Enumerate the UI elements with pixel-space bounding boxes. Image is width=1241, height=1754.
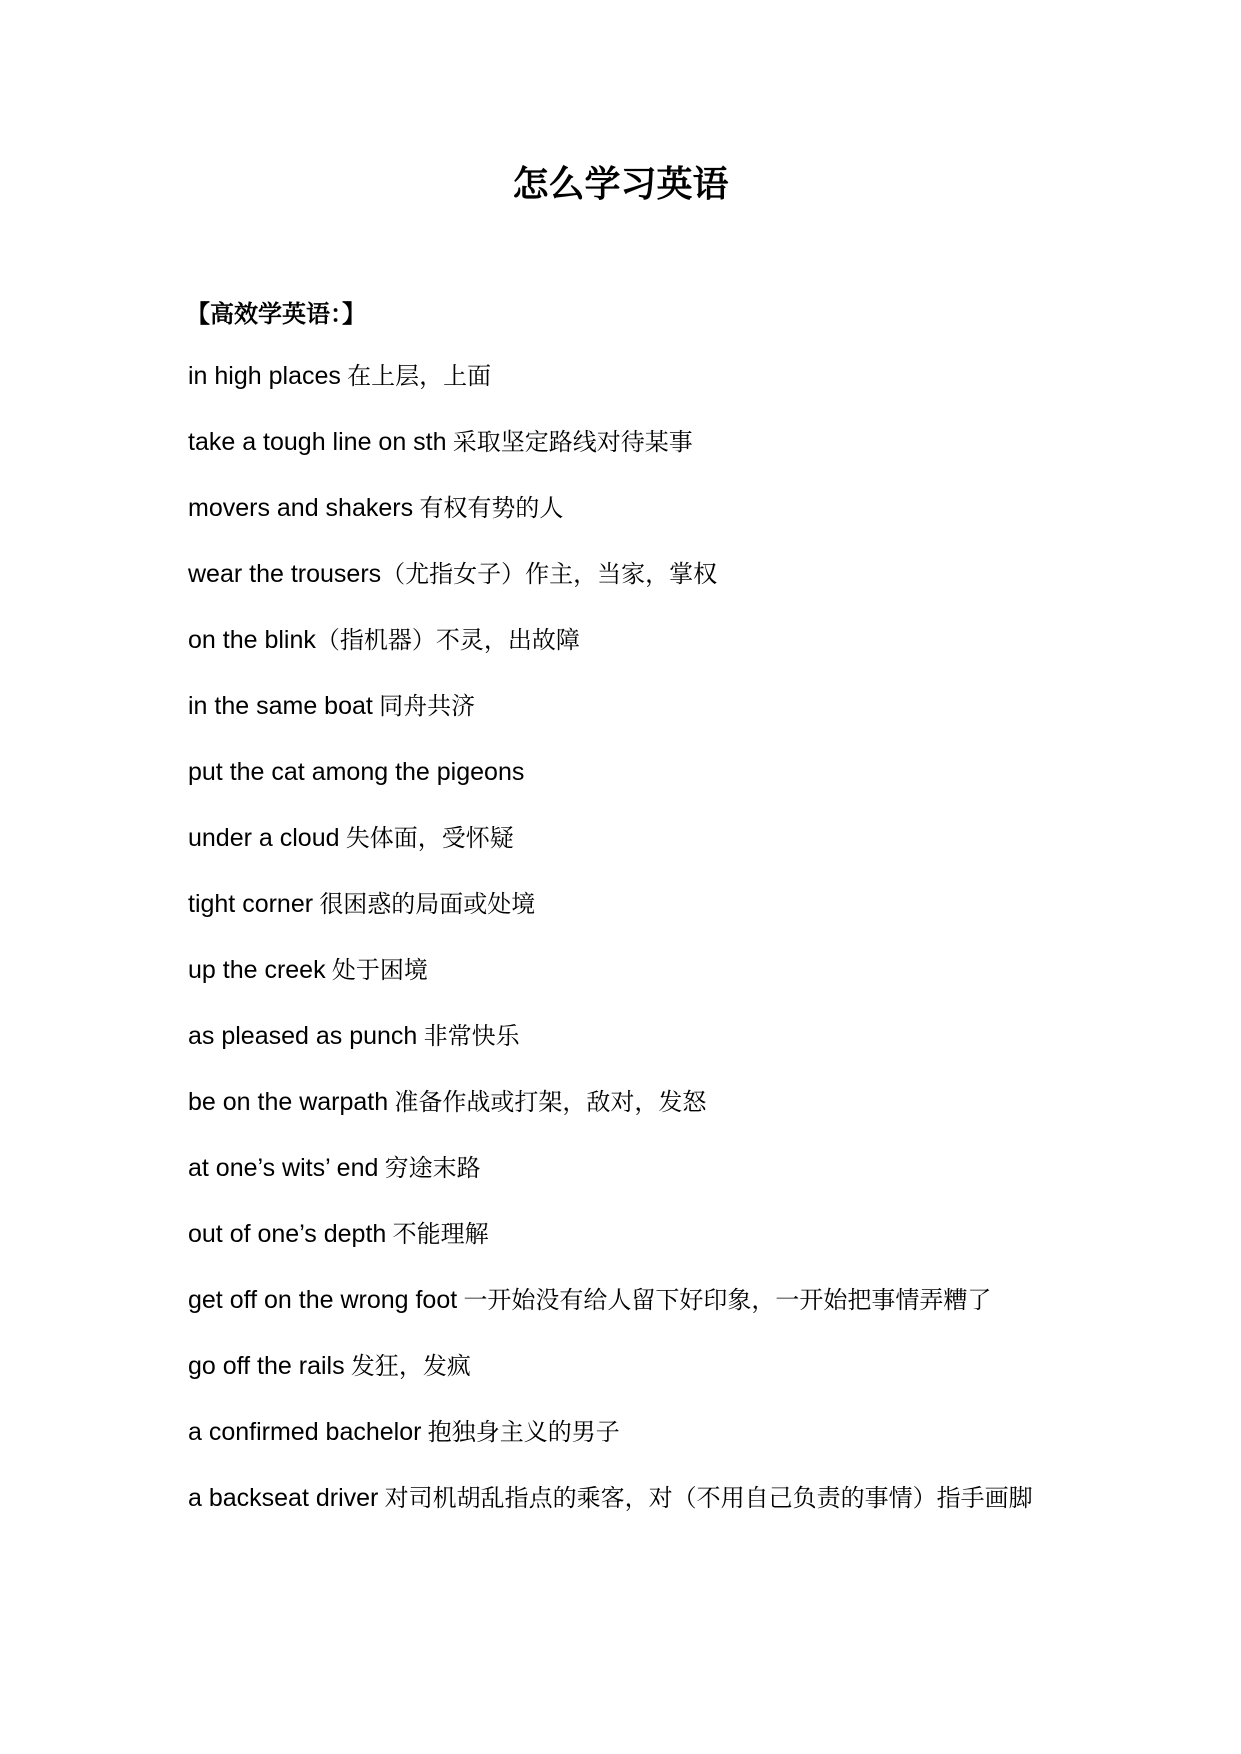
- idiom-english: get off on the wrong foot: [188, 1286, 458, 1314]
- idiom-chinese: 同舟共济: [379, 692, 476, 720]
- idiom-english: on the blink: [188, 626, 316, 654]
- idiom-chinese: 穷途末路: [384, 1154, 481, 1182]
- list-item: [188, 424, 1068, 461]
- idiom-chinese: 非常快乐: [423, 1022, 520, 1050]
- list-item: [188, 1150, 1068, 1187]
- idiom-chinese: 处于困境: [331, 956, 428, 984]
- idiom-english: a backseat driver: [188, 1484, 379, 1512]
- idiom-english: up the creek: [188, 956, 326, 984]
- idiom-english: as pleased as punch: [188, 1022, 418, 1050]
- idiom-chinese: 采取坚定路线对待某事: [452, 428, 693, 456]
- list-item: [188, 952, 1068, 989]
- idiom-chinese: （尤指女子）作主，当家，掌权: [381, 560, 718, 588]
- page-title: 怎么学习英语: [512, 164, 729, 205]
- list-item: [188, 556, 1068, 593]
- idiom-english: take a tough line on sth: [188, 428, 447, 456]
- idiom-list: [188, 358, 1068, 1556]
- list-item: [188, 1084, 1068, 1121]
- idiom-english: under a cloud: [188, 824, 340, 852]
- list-item: [188, 490, 1068, 527]
- list-item: [188, 754, 1068, 791]
- idiom-chinese: 发狂，发疯: [350, 1352, 471, 1380]
- list-item: [188, 820, 1068, 857]
- idiom-chinese: 一开始没有给人留下好印象，一开始把事情弄糟了: [463, 1286, 992, 1314]
- list-item: [188, 1414, 1068, 1451]
- list-item: [188, 688, 1068, 725]
- idiom-english: wear the trousers: [188, 560, 382, 588]
- list-item: [188, 1216, 1068, 1253]
- list-item: [188, 886, 1068, 923]
- idiom-chinese: 失体面，受怀疑: [345, 824, 514, 852]
- idiom-chinese: 很困惑的局面或处境: [319, 890, 536, 918]
- idiom-english: tight corner: [188, 890, 314, 918]
- list-item: [188, 1018, 1068, 1055]
- idiom-chinese: 准备作战或打架，敌对，发怒: [394, 1088, 707, 1116]
- idiom-english: go off the rails: [188, 1352, 345, 1380]
- idiom-chinese: 有权有势的人: [419, 494, 564, 522]
- list-item: [188, 1470, 1068, 1527]
- idiom-english: movers and shakers: [188, 494, 414, 522]
- list-item: [188, 1282, 1068, 1319]
- list-item: [188, 622, 1068, 659]
- idiom-english: a confirmed bachelor: [188, 1418, 422, 1446]
- idiom-english: be on the warpath: [188, 1088, 389, 1116]
- idiom-chinese: （指机器）不灵，出故障: [315, 626, 580, 654]
- section-heading: 【高效学英语：】: [186, 300, 366, 328]
- list-item: [188, 1348, 1068, 1385]
- idiom-chinese: 不能理解: [392, 1220, 489, 1248]
- idiom-english: in the same boat: [188, 692, 373, 720]
- idiom-chinese: 抱独身主义的男子: [427, 1418, 620, 1446]
- idiom-english: out of one’s depth: [188, 1220, 387, 1248]
- idiom-english: at one’s wits’ end: [188, 1154, 379, 1182]
- idiom-english: in high places: [188, 362, 341, 390]
- idiom-chinese: 对司机胡乱指点的乘客，对（不用自己负责的事情）指手画脚: [384, 1484, 1033, 1512]
- idiom-english: put the cat among the pigeons: [188, 758, 525, 786]
- idiom-chinese: 在上层，上面: [347, 362, 492, 390]
- list-item: [188, 358, 1068, 395]
